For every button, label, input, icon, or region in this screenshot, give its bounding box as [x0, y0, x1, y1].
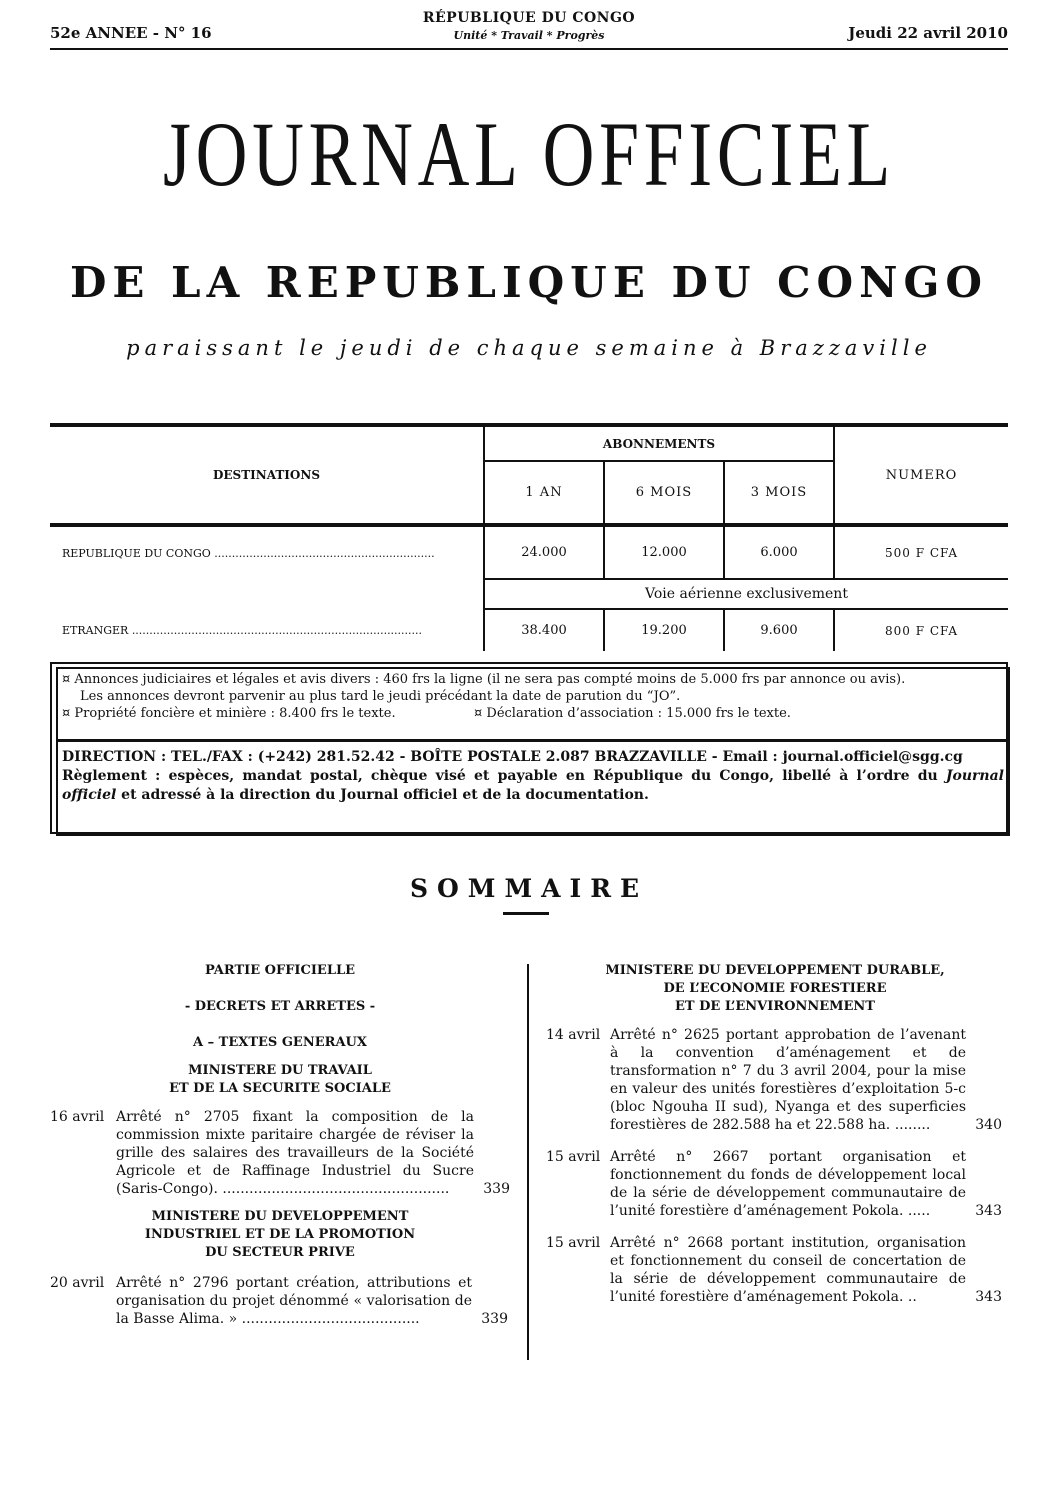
entry-text: Arrêté n° 2625 portant approbation de l’avenant à la convention d’aménagement et de transformation n° 7 du 3 avril 2004, pour la mise en valeur des unités forestières d’exploitation 5-c (bloc Ngouha II sud), Nyanga et des superficies forestières de 282.588 ha et 22.588 ha. ........ — [610, 1027, 966, 1133]
price-1an: 24.000 — [484, 525, 604, 579]
entry-text: Arrêté n° 2796 portant création, attributions et organisation du projet dénommé « valorisation de la Basse Alima. » ........................................ — [116, 1275, 472, 1327]
price-numero: 500 F CFA — [834, 525, 1008, 579]
dest-congo: REPUBLIQUE DU CONGO ............................................................... — [62, 546, 435, 560]
column-divider — [527, 964, 529, 1360]
section-partie-officielle: PARTIE OFFICIELLE — [204, 963, 356, 978]
dest-etranger: ETRANGER ................................................................................... — [62, 623, 423, 637]
tariffs-box — [56, 667, 1010, 741]
entry-text: Arrêté n° 2667 portant organisation et fonctionnement du fonds de développement local de la série de développement communautaire de l’unité forestière d’aménagement Pokola. ..... — [610, 1149, 966, 1219]
price-6mois: 19.200 — [604, 609, 724, 651]
entry-page: 339 — [483, 1181, 510, 1197]
reglement-text-end: et adressé à la direction du Journal officiel et de la documentation. — [116, 787, 649, 803]
entry-date: 15 avril — [546, 1235, 601, 1251]
sommaire-title: SOMMAIRE — [409, 874, 649, 903]
destinations-header: DESTINATIONS — [50, 425, 484, 525]
national-motto: Unité * Travail * Progrès — [453, 29, 605, 42]
list-item — [546, 1026, 1004, 1134]
entry-page: 340 — [975, 1117, 1002, 1133]
air-mail-note: Voie aérienne exclusivement — [484, 579, 1008, 609]
price-3mois: 6.000 — [724, 525, 834, 579]
ministry-heading: MINISTERE DU DEVELOPPEMENT — [151, 1209, 409, 1224]
col-3mois: 3 MOIS — [724, 461, 834, 525]
ministry-heading: MINISTERE DU DEVELOPPEMENT DURABLE, — [605, 963, 945, 978]
section-decrets: - DECRETS ET ARRETES - — [184, 999, 376, 1014]
ministry-heading: DU SECTEUR PRIVE — [205, 1245, 355, 1260]
entry-date: 16 avril — [50, 1109, 105, 1125]
list-item — [50, 1108, 510, 1198]
col-1an: 1 AN — [484, 461, 604, 525]
numero-header: NUMERO — [834, 425, 1008, 525]
ministry-heading: DE L’ECONOMIE FORESTIERE — [663, 981, 887, 996]
country-name: RÉPUBLIQUE DU CONGO — [422, 10, 636, 26]
left-column — [50, 962, 510, 1328]
entry-date: 15 avril — [546, 1149, 601, 1165]
price-1an: 38.400 — [484, 609, 604, 651]
entry-date: 20 avril — [50, 1275, 105, 1291]
right-column — [546, 962, 1004, 1306]
tariff-line-1: ¤ Annonces judiciaires et légales et avis divers : 460 frs la ligne (il ne sera pas compté moins de 5.000 frs par annonce ou avis). — [62, 672, 906, 687]
notice-box — [50, 662, 1008, 834]
price-3mois: 9.600 — [724, 609, 834, 651]
entry-text: Arrêté n° 2668 portant institution, organisation et fonctionnement du conseil de concertation de la série de développement communautaire de l’unité forestière d’aménagement Pokola. .. — [610, 1235, 966, 1305]
list-item — [546, 1148, 1004, 1220]
entry-text: Arrêté n° 2705 fixant la composition de la commission mixte paritaire chargée de réviser la grille des salaires des travailleurs de la Société Agricole et de Raffinage Industriel du Sucre (Saris-Congo). ................................................... — [116, 1109, 474, 1197]
abonnements-header: ABONNEMENTS — [484, 425, 834, 461]
direction-contact: DIRECTION : TEL./FAX : (+242) 281.52.42 - BOÎTE POSTALE 2.087 BRAZZAVILLE - Email : journal.officiel@sgg.cg — [62, 749, 963, 765]
direction-box — [56, 740, 1010, 836]
reglement-text: Règlement : espèces, mandat postal, chèque visé et payable en République du Congo, libellé à l’ordre du — [62, 768, 946, 784]
issue-date: Jeudi 22 avril 2010 — [848, 24, 1008, 42]
ministry-heading: MINISTERE DU TRAVAIL — [188, 1063, 372, 1078]
ministry-heading: ET DE LA SECURITE SOCIALE — [169, 1081, 391, 1096]
col-6mois: 6 MOIS — [604, 461, 724, 525]
ministry-heading: INDUSTRIEL ET DE LA PROMOTION — [144, 1227, 416, 1242]
top-bar — [50, 10, 1008, 50]
entry-page: 339 — [481, 1311, 508, 1327]
table-row — [50, 609, 1008, 651]
entry-page: 343 — [975, 1203, 1002, 1219]
journal-tagline: paraissant le jeudi de chaque semaine à Brazzaville — [126, 336, 932, 360]
title-rule — [503, 912, 549, 915]
journal-title: JOURNAL OFFICIEL — [162, 103, 896, 205]
list-item — [546, 1234, 1004, 1306]
journal-subtitle: DE LA REPUBLIQUE DU CONGO — [70, 258, 988, 307]
entry-page: 343 — [975, 1289, 1002, 1305]
journal-name-italic: Journal officiel — [62, 768, 1004, 803]
issue-number: 52e ANNEE - N° 16 — [50, 24, 212, 42]
price-numero: 800 F CFA — [834, 609, 1008, 651]
section-textes-generaux: A – TEXTES GENERAUX — [193, 1035, 367, 1050]
tariff-association: ¤ Déclaration d’association : 15.000 frs le texte. — [474, 706, 791, 721]
list-item — [50, 1274, 510, 1328]
price-6mois: 12.000 — [604, 525, 724, 579]
entry-date: 14 avril — [546, 1027, 601, 1043]
tariff-foncier: ¤ Propriété foncière et minière : 8.400 frs le texte. — [62, 706, 396, 721]
table-row — [50, 525, 1008, 579]
ministry-heading: ET DE L’ENVIRONNEMENT — [675, 999, 875, 1014]
tariff-line-2: Les annonces devront parvenir au plus tard le jeudi précédant la date de parution du “JO”. — [80, 689, 681, 704]
subscription-table — [50, 423, 1008, 651]
